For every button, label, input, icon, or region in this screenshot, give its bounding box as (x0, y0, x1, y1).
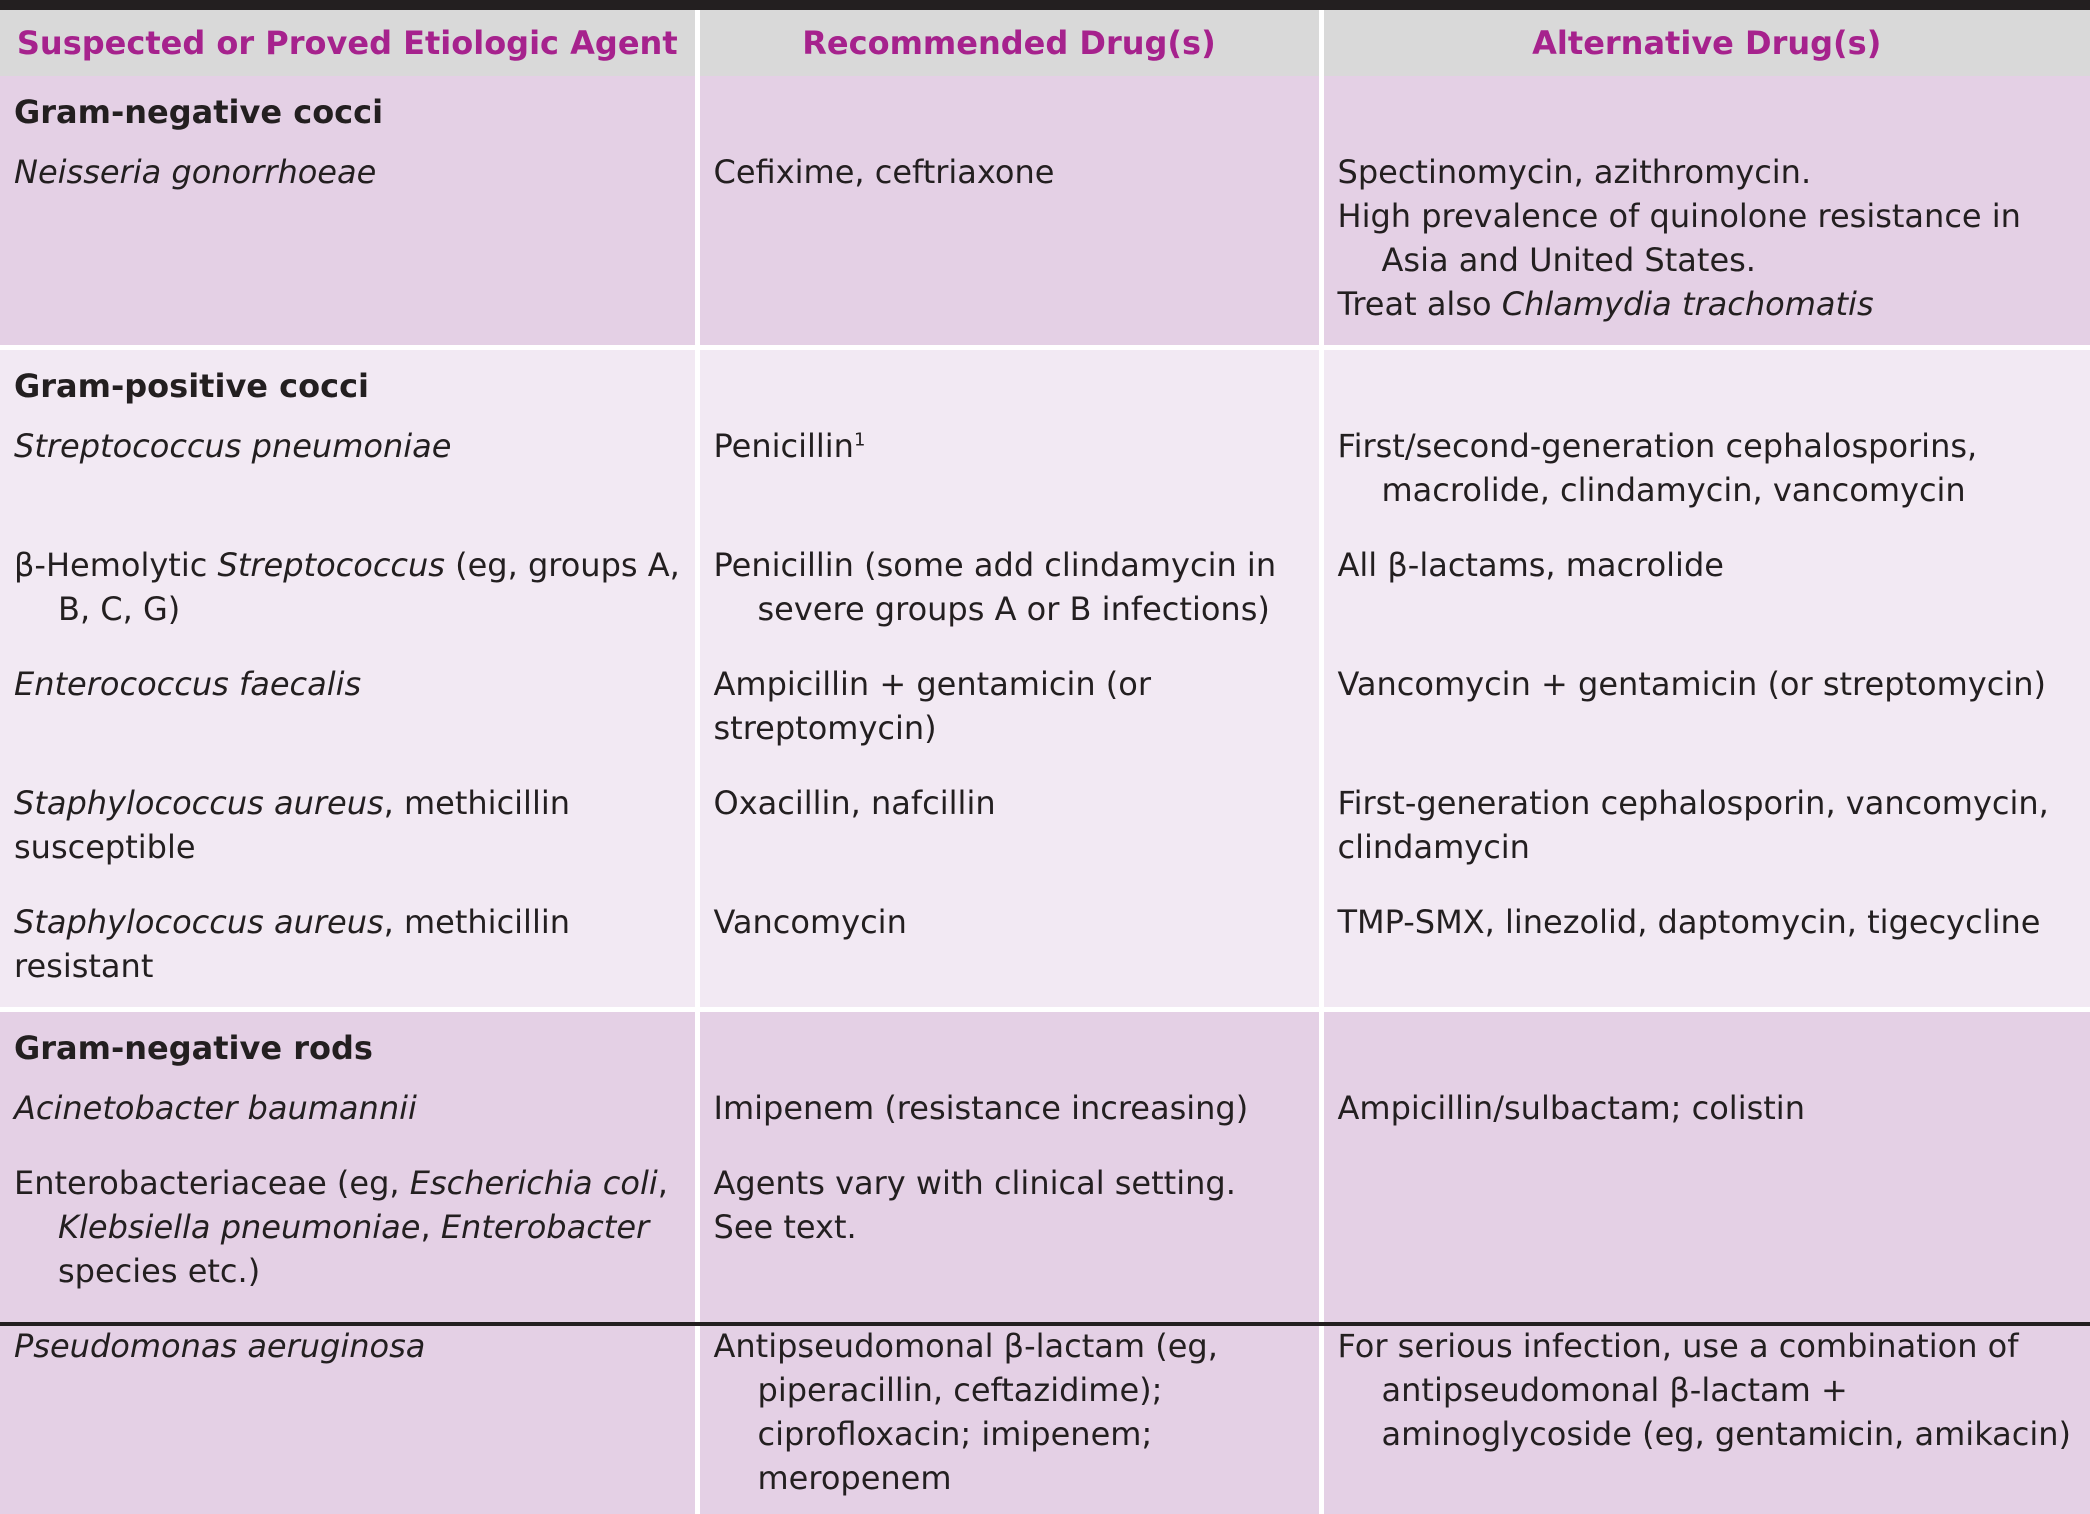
table-row (0, 769, 2090, 888)
agent-cell: Acinetobacter baumannii (0, 1074, 697, 1149)
recommended-cell: Oxacillin, nafcillin (697, 769, 1321, 888)
table-row (0, 531, 2090, 650)
header-alternative: Alternative Drug(s) (1321, 10, 2090, 76)
footnote-marker: 1 (853, 429, 866, 451)
section-title: Gram-positive cocci (0, 348, 697, 413)
recommended-cell: Ampicillin + gentamicin (or streptomycin) (697, 650, 1321, 769)
agent-cell: Enterococcus faecalis (0, 650, 697, 769)
table-row (0, 1074, 2090, 1149)
recommended-cell: Agents vary with clinical setting. See text. (697, 1149, 1321, 1312)
agent-cell: Streptococcus pneumoniae (0, 412, 697, 531)
alternative-cell: TMP-SMX, linezolid, daptomycin, tigecycline (1321, 888, 2090, 1010)
recommended-cell: Antipseudomonal β-lactam (eg, piperacillin, ceftazidime); ciprofloxacin; imipenem; meropenem (697, 1312, 1321, 1514)
recommended-cell: Cefixime, ceftriaxone (697, 138, 1321, 348)
recommended-cell: Penicillin (some add clindamycin in severe groups A or B infections) (697, 531, 1321, 650)
recommended-cell: Imipenem (resistance increasing) (697, 1074, 1321, 1149)
alternative-cell: For serious infection, use a combination of antipseudomonal β-lactam + aminoglycoside (eg, gentamicin, amikacin) (1321, 1312, 2090, 1514)
agent-cell: Staphylococcus aureus, methicillin susceptible (0, 769, 697, 888)
section-title: Gram-negative rods (0, 1010, 697, 1075)
recommended-cell: Penicillin$^1$ (697, 412, 1321, 531)
agent-cell: Neisseria gonorrhoeae (0, 138, 697, 348)
header-recommended: Recommended Drug(s) (697, 10, 1321, 76)
alternative-cell: Spectinomycin, azithromycin. High prevalence of quinolone resistance in Asia and United States. Treat also Chlamydia trachomatis (1321, 138, 2090, 348)
alternative-cell: First-generation cephalosporin, vancomycin, clindamycin (1321, 769, 2090, 888)
alternative-cell (1321, 1149, 2090, 1312)
alternative-cell: First/second-generation cephalosporins, macrolide, clindamycin, vancomycin (1321, 412, 2090, 531)
table-row (0, 138, 2090, 348)
table-row (0, 650, 2090, 769)
table-header-row (0, 10, 2090, 76)
agent-cell: Pseudomonas aeruginosa (0, 1312, 697, 1514)
alternative-cell: Vancomycin + gentamicin (or streptomycin) (1321, 650, 2090, 769)
alternative-cell: Ampicillin/sulbactam; colistin (1321, 1074, 2090, 1149)
table-row (0, 412, 2090, 531)
bottom-rule (0, 1322, 2090, 1326)
table-row (0, 1149, 2090, 1312)
table-row (0, 888, 2090, 1010)
alternative-cell: All β-lactams, macrolide (1321, 531, 2090, 650)
section-row-gram-negative-cocci (0, 76, 2090, 138)
drug-recommendation-table (0, 10, 2090, 1514)
section-row-gram-positive-cocci (0, 348, 2090, 413)
agent-cell: Staphylococcus aureus, methicillin resistant (0, 888, 697, 1010)
table-row (0, 1312, 2090, 1514)
recommended-cell: Vancomycin (697, 888, 1321, 1010)
agent-cell: Enterobacteriaceae (eg, Escherichia coli, Klebsiella pneumoniae, Enterobacter species etc.) (0, 1149, 697, 1312)
header-agent: Suspected or Proved Etiologic Agent (0, 10, 697, 76)
section-row-gram-negative-rods (0, 1010, 2090, 1075)
section-title: Gram-negative cocci (0, 76, 697, 138)
agent-cell: β-Hemolytic Streptococcus (eg, groups A, B, C, G) (0, 531, 697, 650)
